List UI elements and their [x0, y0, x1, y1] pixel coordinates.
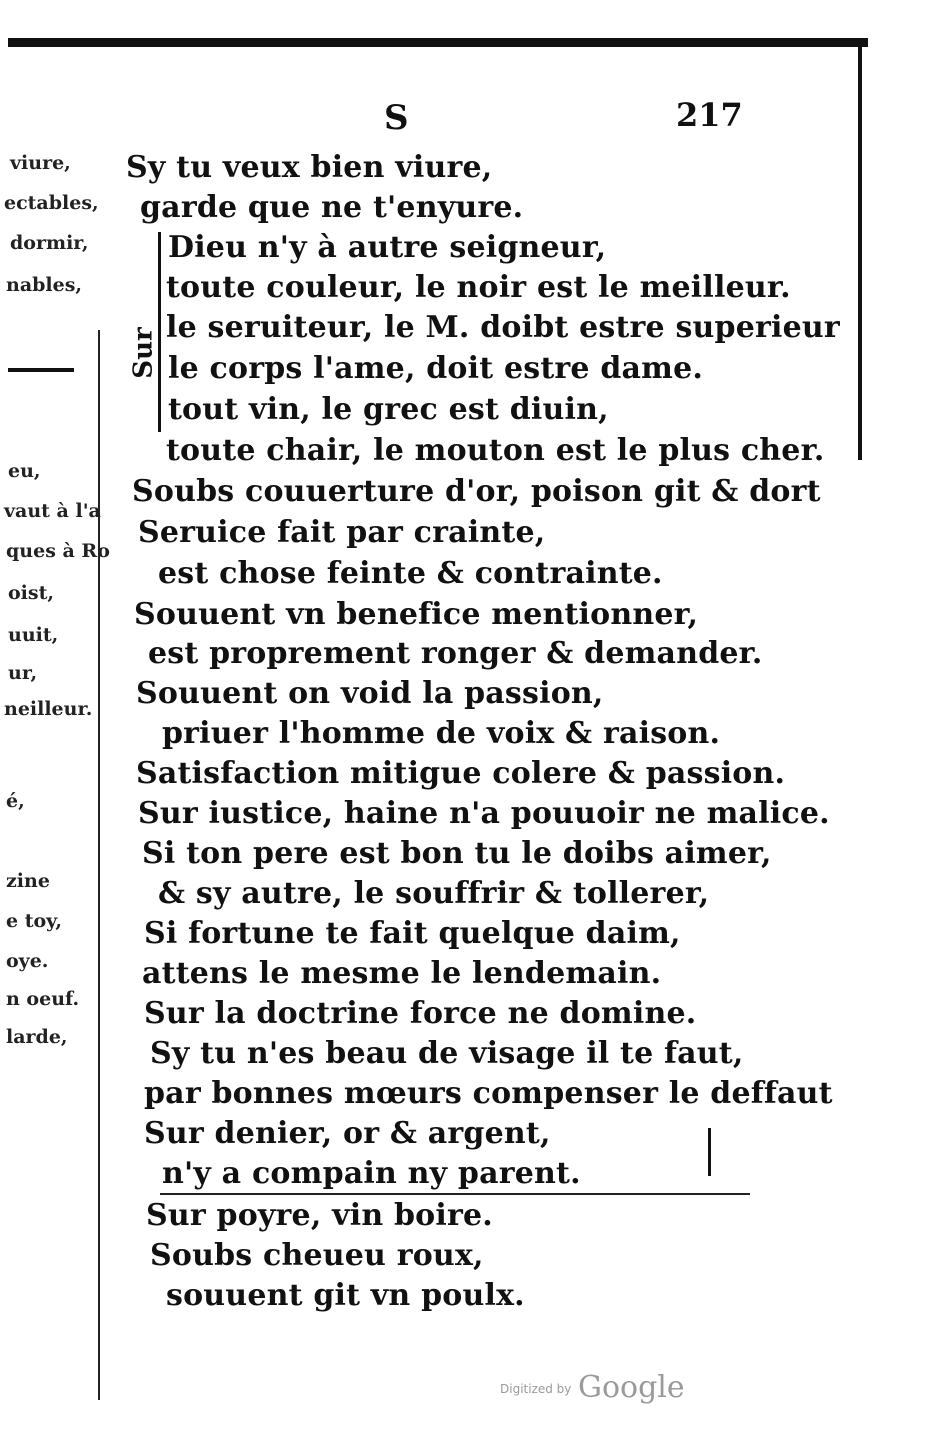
- running-header-letter: S: [384, 98, 409, 138]
- left-margin-fragment: uuit,: [8, 624, 59, 646]
- text-line: Soubs cheueu roux,: [150, 1238, 484, 1273]
- left-margin-fragment: eu,: [8, 460, 41, 482]
- separator-rule: [160, 1193, 750, 1195]
- text-line: le seruiteur, le M. doibt estre superieur: [166, 310, 840, 345]
- text-line: garde que ne t'enyure.: [140, 190, 524, 225]
- side-label-sur: Sur: [128, 327, 159, 379]
- text-line: attens le mesme le lendemain.: [142, 956, 662, 991]
- left-margin-fragment: é,: [6, 790, 25, 812]
- left-margin-fragment: oist,: [8, 582, 54, 604]
- left-margin-rule: [8, 368, 74, 372]
- right-bar-mark: [708, 1128, 711, 1176]
- left-margin-fragment: ectables,: [4, 192, 99, 214]
- text-line: tout vin, le grec est diuin,: [168, 392, 609, 427]
- text-line: est proprement ronger & demander.: [148, 636, 763, 671]
- left-margin-fragment: larde,: [6, 1026, 68, 1048]
- text-line: souuent git vn poulx.: [166, 1278, 525, 1313]
- text-line: Si ton pere est bon tu le doibs aimer,: [142, 836, 772, 871]
- left-margin-fragment: viure,: [10, 152, 71, 174]
- text-line: Sur denier, or & argent,: [144, 1116, 551, 1151]
- left-margin-fragment: dormir,: [10, 232, 89, 254]
- text-line: Souuent on void la passion,: [136, 676, 604, 711]
- text-line: & sy autre, le souffrir & tollerer,: [158, 876, 710, 911]
- text-line: le corps l'ame, doit estre dame.: [168, 351, 704, 386]
- top-border-rule: [8, 38, 868, 47]
- page-number: 217: [676, 96, 743, 134]
- text-line: Seruice fait par crainte,: [138, 515, 546, 550]
- gutter-rule: [98, 330, 100, 1400]
- text-line: Souuent vn benefice mentionner,: [134, 597, 699, 632]
- text-line: est chose feinte & contrainte.: [158, 556, 663, 591]
- text-line: n'y a compain ny parent.: [162, 1156, 581, 1191]
- left-margin-fragment: nables,: [6, 274, 83, 296]
- right-page-edge: [858, 40, 862, 460]
- text-line: Sy tu n'es beau de visage il te faut,: [150, 1036, 744, 1071]
- left-margin-fragment: n oeuf.: [6, 988, 80, 1010]
- left-margin-fragment: oye.: [6, 950, 49, 972]
- text-line: toute couleur, le noir est le meilleur.: [166, 270, 791, 305]
- left-margin-fragment: e toy,: [6, 910, 62, 932]
- text-line: toute chair, le mouton est le plus cher.: [166, 433, 825, 468]
- text-line: Si fortune te fait quelque daim,: [144, 916, 681, 951]
- left-margin-fragment: zine: [6, 870, 50, 892]
- left-margin-fragment: ur,: [8, 662, 38, 684]
- google-logo-text: Google: [578, 1370, 685, 1405]
- left-margin-fragment: neilleur.: [4, 698, 93, 720]
- text-line: Sy tu veux bien viure,: [126, 150, 493, 185]
- left-margin-fragment: ques à Ro: [6, 540, 110, 562]
- text-line: Soubs couuerture d'or, poison git & dort: [132, 474, 821, 509]
- text-line: Sur la doctrine force ne domine.: [144, 996, 697, 1031]
- text-line: Satisfaction mitigue colere & passion.: [136, 756, 786, 791]
- text-line: Sur poyre, vin boire.: [146, 1198, 493, 1233]
- text-line: Sur iustice, haine n'a pouuoir ne malice.: [138, 796, 830, 831]
- text-line: priuer l'homme de voix & raison.: [162, 716, 721, 751]
- left-margin-fragment: vaut à l'a: [4, 500, 101, 522]
- digitized-by-label: Digitized by: [500, 1382, 572, 1396]
- text-line: Dieu n'y à autre seigneur,: [168, 230, 607, 265]
- text-line: par bonnes mœurs compenser le deffaut: [144, 1076, 833, 1111]
